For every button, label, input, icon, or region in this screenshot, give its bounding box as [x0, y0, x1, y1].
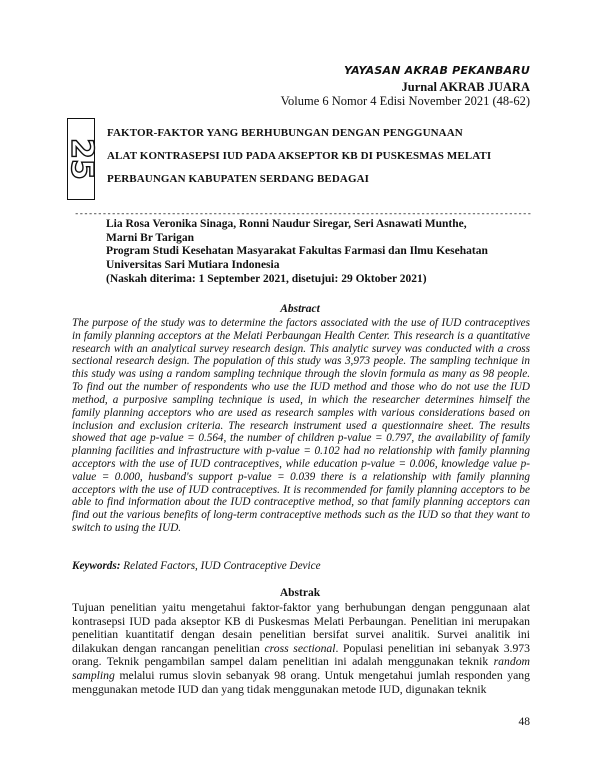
author-names-continued: Marni Br Tarigan — [106, 231, 194, 244]
dashed-separator: --------------------------------------------------------------------------------------------------- — [74, 209, 532, 219]
abstract-id-part2: . Populasi penelitian ini sebanyak 3.973 orang. Teknik pengambilan sampel dalam penelitian ini adalah menggunakan teknik — [72, 641, 530, 669]
submission-dates: (Naskah diterima: 1 September 2021, disetujui: 29 Oktober 2021) — [106, 272, 427, 285]
article-title — [107, 122, 527, 191]
title-line: PERBAUNGAN KABUPATEN SERDANG BEDAGAI — [107, 173, 370, 185]
abstract-heading-id: Abstrak — [279, 587, 321, 599]
title-line: FAKTOR-FAKTOR YANG BERHUBUNGAN DENGAN PENGGUNAAN — [107, 127, 463, 139]
abstract-heading-en: Abstract — [280, 303, 320, 315]
article-number-badge — [64, 118, 99, 200]
abstract-id-italic2: random sampling — [72, 655, 530, 682]
journal-volume: Volume 6 Nomor 4 Edisi November 2021 (48-62) — [280, 94, 530, 108]
keywords-label: Keywords: — [72, 560, 121, 572]
page-number: 48 — [518, 716, 530, 728]
abstract-id-part3: melalui rumus slovin sebanyak 98 orang. Untuk mengetahui jumlah responden yang menggunakan metode IUD dan yang tidak menggunakan metode IUD, digunakan teknik — [72, 668, 530, 696]
affiliation: Program Studi Kesehatan Masyarakat Fakultas Farmasi dan Ilmu Kesehatan — [106, 245, 488, 258]
abstract-id-italic1: cross sectional — [264, 641, 336, 655]
abstract-text-en: The purpose of the study was to determine the factors associated with the use of IUD contraceptives in family planning acceptors at the Melati Perbaungan Health Center. This research is a quantitative research with an analytical survey research design. This analytic survey was conducted with a cross sectional research design. The population of this study was 3,973 people. The sampling technique in this study was using a random sampling technique through the slovin formula as many as 98 people. To find out the number of respondents who use the IUD method and those who do not use the IUD method, a purposive sampling technique is used, in which the researcher determines himself the family planning acceptors who are used as research samples with various considerations based on inclusion and exclusion criteria. The research instrument used a questionnaire sheet. The results showed that age p-value = 0.564, the number of children p-value = 0.797, the availability of family planning facilities and infrastructure with p-value = 0.102 had no relationship with family planning acceptors with the use of IUD contraceptives, while education p-value = 0.006, knowledge value p-value = 0.000, husband's support p-value = 0.039 there is a relationship with family planning acceptors with the use of IUD contraceptives. It is recommended for family planning acceptors to be able to find information about the IUD contraceptive method, so that family planning acceptors can find out the various benefits of long-term contraceptive methods such as the IUD so that they want to switch to using the IUD. — [72, 317, 530, 534]
journal-name: Jurnal AKRAB JUARA — [401, 80, 530, 94]
affiliation-university: Universitas Sari Mutiara Indonesia — [106, 259, 280, 272]
author-block — [106, 218, 546, 287]
title-line: ALAT KONTRASEPSI IUD PADA AKSEPTOR KB DI PUSKESMAS MELATI — [107, 150, 492, 162]
author-names: Lia Rosa Veronika Sinaga, Ronni Naudur Siregar, Seri Asnawati Munthe, — [106, 218, 467, 230]
abstract-id-part1: Tujuan penelitian yaitu mengetahui faktor-faktor yang berhubungan dengan penggunaan alat kontrasepsi IUD pada akseptor KB di Puskesmas Melati Perbaungan. Penelitian ini merupakan penelitian kuantitatif dengan desain penelitian bersifat survei analitik. Survei analitik ini dilakukan dengan rancangan penelitian — [72, 601, 530, 655]
article-number: 25 — [64, 138, 99, 180]
abstract-text-id — [72, 601, 530, 696]
keywords — [72, 560, 530, 573]
publisher-name: YAYASAN AKRAB PEKANBARU — [343, 64, 530, 77]
keywords-list: Related Factors, IUD Contraceptive Device — [120, 560, 321, 572]
